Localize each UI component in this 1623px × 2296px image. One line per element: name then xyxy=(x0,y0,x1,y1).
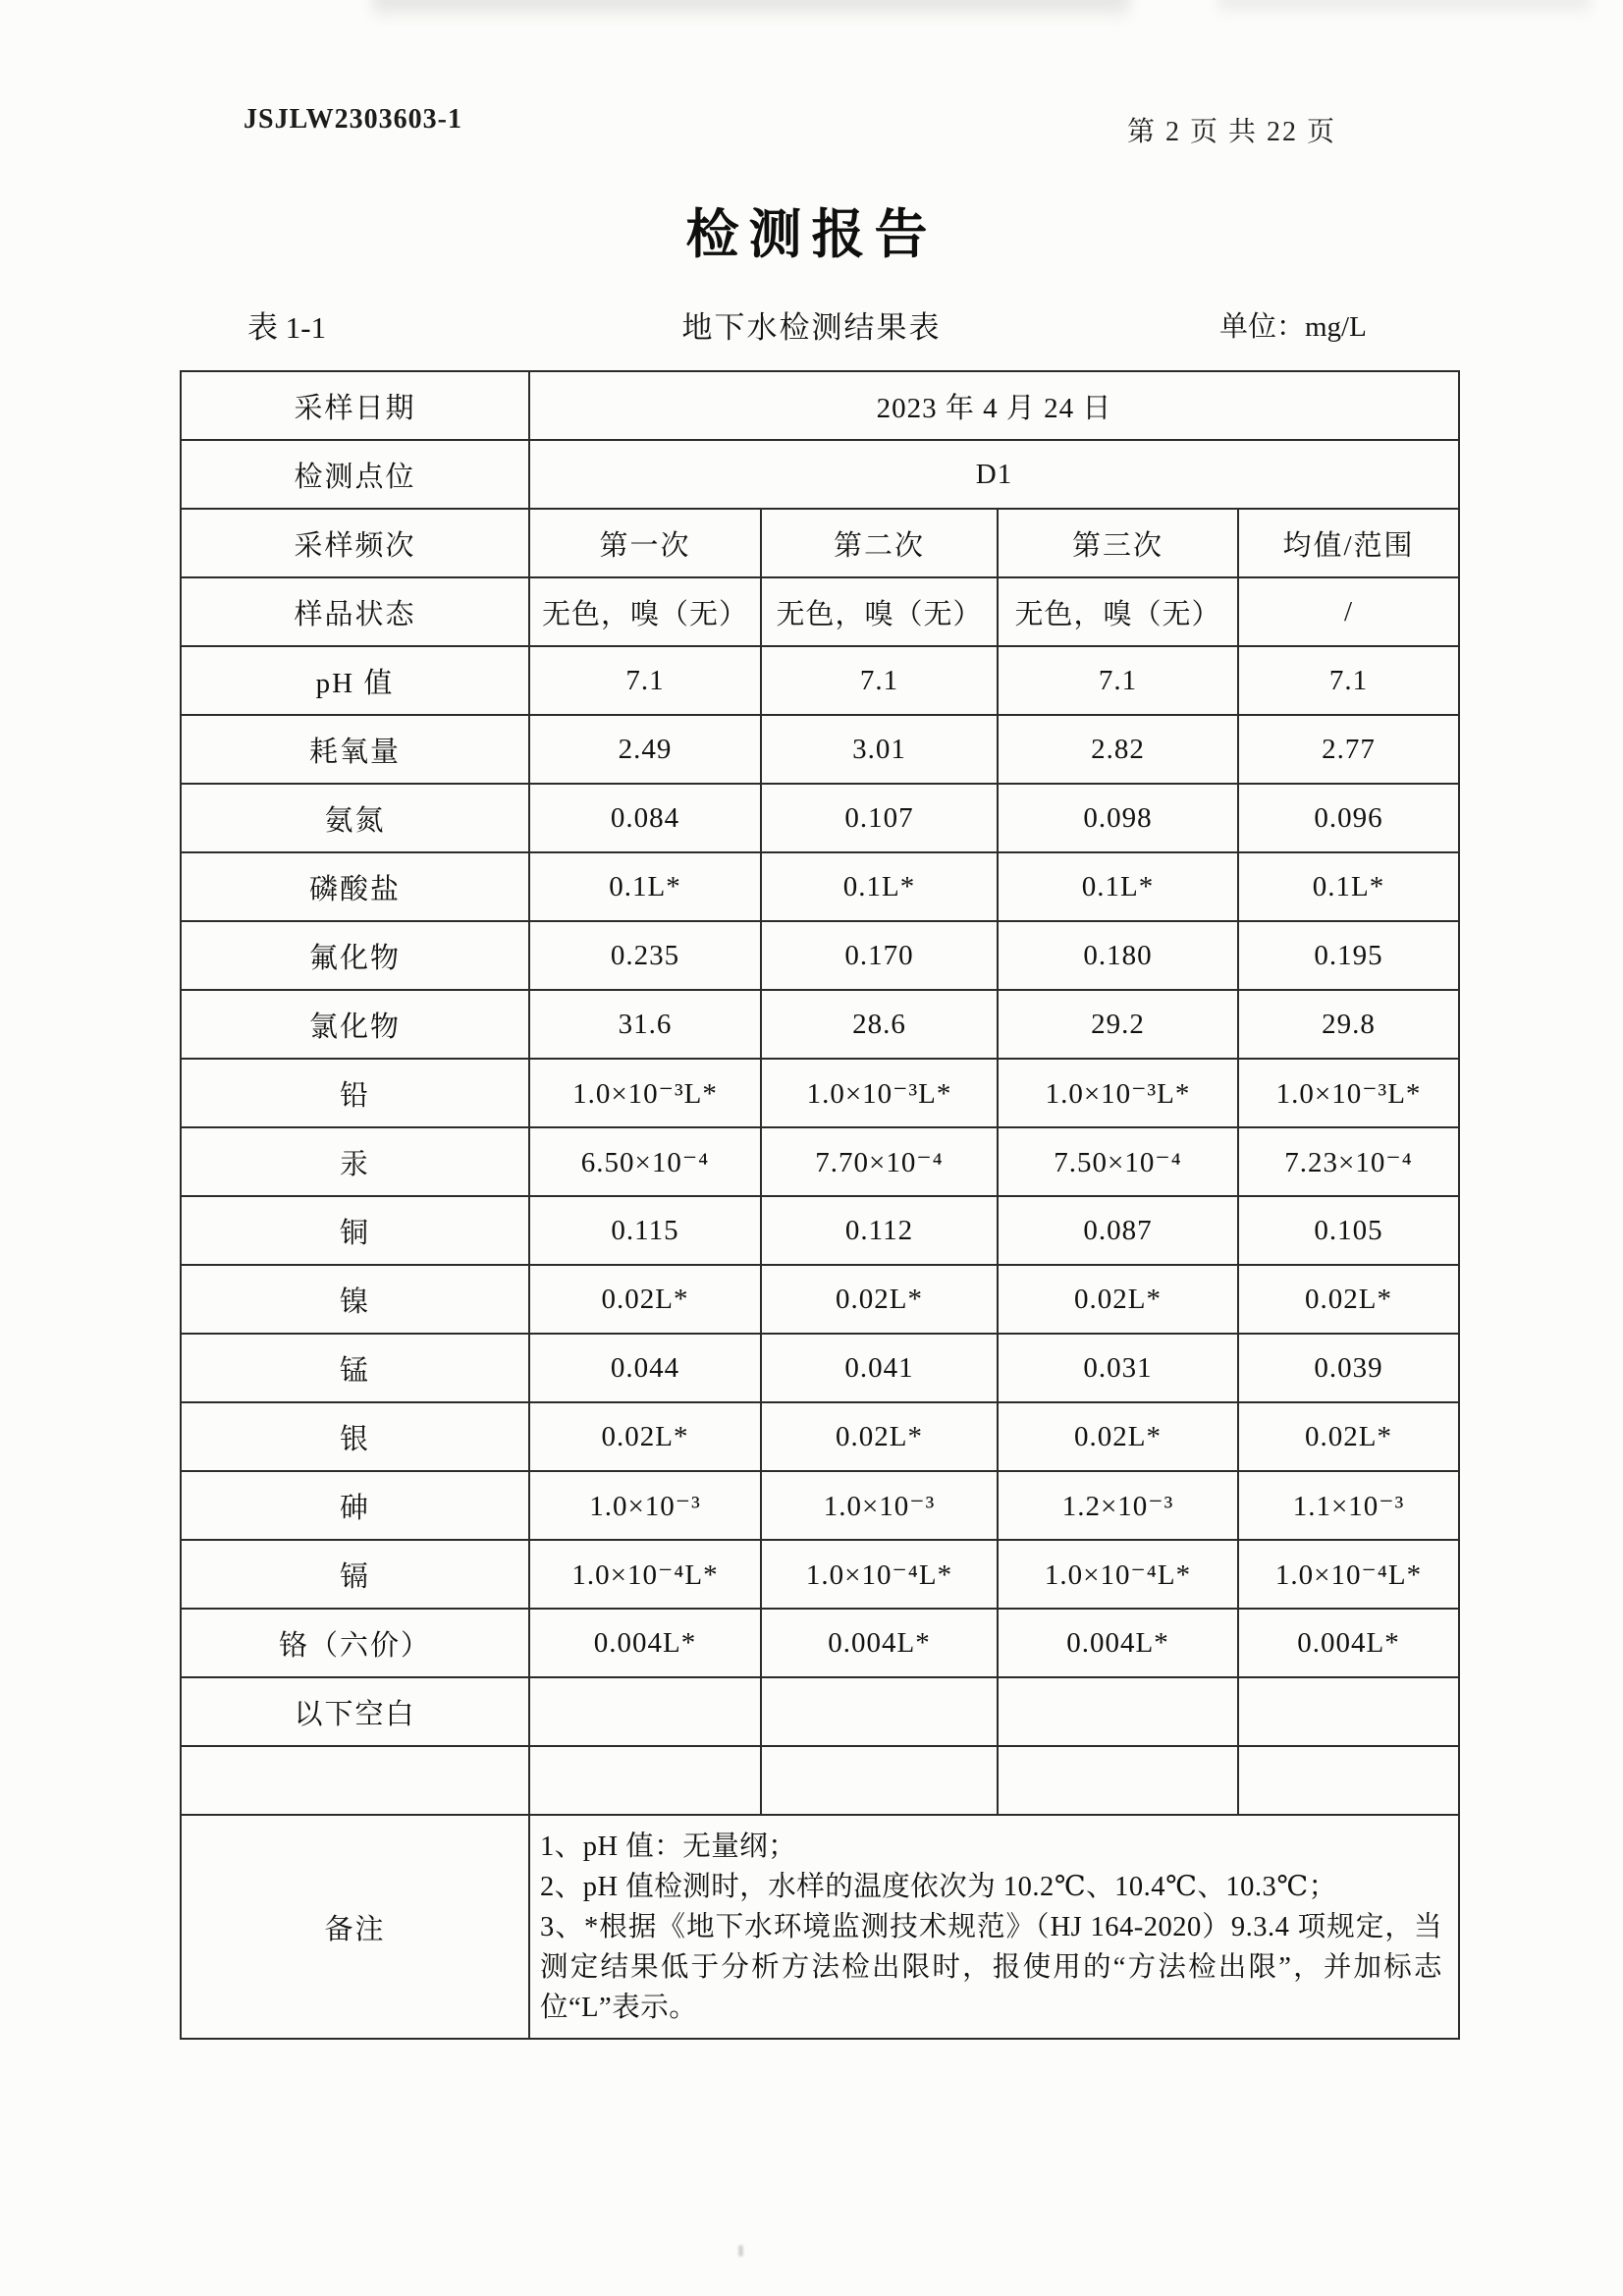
table-row xyxy=(181,1540,1459,1609)
row-cell: 0.041 xyxy=(761,1334,998,1402)
row-cell: 1.0×10⁻³L* xyxy=(1238,1059,1459,1127)
row-sampling-frequency xyxy=(181,509,1459,577)
row-cell: 1.0×10⁻⁴L* xyxy=(1238,1540,1459,1609)
row-cell: 7.1 xyxy=(761,646,998,715)
row-cell: 7.70×10⁻⁴ xyxy=(761,1127,998,1196)
row-label: 磷酸盐 xyxy=(181,852,529,921)
row-label: 氨氮 xyxy=(181,784,529,852)
table-row xyxy=(181,990,1459,1059)
row-label: 备注 xyxy=(181,1815,529,2039)
empty-cell xyxy=(998,1746,1238,1815)
row-label: 铜 xyxy=(181,1196,529,1265)
row-cell: 1.0×10⁻³L* xyxy=(529,1059,761,1127)
report-title: 检测报告 xyxy=(685,205,938,264)
row-cell: 0.096 xyxy=(1238,784,1459,852)
row-label: 银 xyxy=(181,1402,529,1471)
table-row xyxy=(181,646,1459,715)
row-cell: 0.031 xyxy=(998,1334,1238,1402)
row-cell: 31.6 xyxy=(529,990,761,1059)
row-label: 检测点位 xyxy=(181,440,529,509)
table-row xyxy=(181,784,1459,852)
row-label: 以下空白 xyxy=(181,1677,529,1746)
sampling-date-value: 2023 年 4 月 24 日 xyxy=(529,371,1459,440)
row-cell: 1.0×10⁻³L* xyxy=(761,1059,998,1127)
row-cell: 1.0×10⁻³ xyxy=(761,1471,998,1540)
remark-line: 2、pH 值检测时，水样的温度依次为 10.2℃、10.4℃、10.3℃； xyxy=(540,1871,1337,1902)
table-row xyxy=(181,715,1459,784)
row-cell: 0.02L* xyxy=(529,1265,761,1334)
table-label: 表 1-1 xyxy=(247,310,327,345)
row-cell: 7.50×10⁻⁴ xyxy=(998,1127,1238,1196)
monitoring-point-value: D1 xyxy=(529,440,1459,509)
remark-line: 3、*根据《地下水环境监测技术规范》（HJ 164-2020）9.3.4 项规定，当测定结果低于分析方法检出限时，报使用的“方法检出限”，并加标志位“L”表示。 xyxy=(540,1911,1443,2023)
row-cell: 0.004L* xyxy=(1238,1609,1459,1677)
row-cell: 0.02L* xyxy=(529,1402,761,1471)
row-cell: 0.084 xyxy=(529,784,761,852)
table-row xyxy=(181,1127,1459,1196)
row-label: 铬（六价） xyxy=(181,1609,529,1677)
row-label: 镍 xyxy=(181,1265,529,1334)
row-cell: 0.02L* xyxy=(998,1265,1238,1334)
row-cell: 29.2 xyxy=(998,990,1238,1059)
empty-cell xyxy=(998,1677,1238,1746)
row-cell: 7.1 xyxy=(529,646,761,715)
row-cell: 0.170 xyxy=(761,921,998,990)
table-row xyxy=(181,921,1459,990)
row-label: 铅 xyxy=(181,1059,529,1127)
row-cell: 0.1L* xyxy=(761,852,998,921)
frequency-header-cell: 第一次 xyxy=(529,509,761,577)
row-cell: 0.1L* xyxy=(1238,852,1459,921)
empty-cell xyxy=(1238,1746,1459,1815)
row-cell: 28.6 xyxy=(761,990,998,1059)
row-cell: 29.8 xyxy=(1238,990,1459,1059)
table-row xyxy=(181,1196,1459,1265)
row-cell: 2.49 xyxy=(529,715,761,784)
row-cell: 0.02L* xyxy=(1238,1402,1459,1471)
row-remark xyxy=(181,1815,1459,2039)
empty-cell xyxy=(761,1677,998,1746)
row-cell: 2.77 xyxy=(1238,715,1459,784)
row-cell: 0.112 xyxy=(761,1196,998,1265)
row-cell: 0.195 xyxy=(1238,921,1459,990)
row-cell: 1.2×10⁻³ xyxy=(998,1471,1238,1540)
row-label: 砷 xyxy=(181,1471,529,1540)
row-cell: 0.02L* xyxy=(998,1402,1238,1471)
empty-cell xyxy=(761,1746,998,1815)
row-label: pH 值 xyxy=(181,646,529,715)
row-cell: 0.02L* xyxy=(761,1265,998,1334)
row-cell: 0.235 xyxy=(529,921,761,990)
scan-artifact-top-right xyxy=(1217,0,1591,18)
row-cell: 0.004L* xyxy=(529,1609,761,1677)
row-cell: 0.02L* xyxy=(761,1402,998,1471)
row-cell: 无色，嗅（无） xyxy=(529,577,761,646)
page-indicator: 第 2 页 共 22 页 xyxy=(1127,117,1337,147)
table-row xyxy=(181,1334,1459,1402)
remark-line: 1、pH 值：无量纲； xyxy=(540,1831,797,1862)
table-row xyxy=(181,852,1459,921)
row-cell: 无色，嗅（无） xyxy=(761,577,998,646)
row-cell: 6.50×10⁻⁴ xyxy=(529,1127,761,1196)
row-cell: 7.1 xyxy=(998,646,1238,715)
row-cell: 0.004L* xyxy=(998,1609,1238,1677)
scan-artifact-speck xyxy=(738,2245,743,2257)
row-cell: 0.107 xyxy=(761,784,998,852)
row-label: 样品状态 xyxy=(181,577,529,646)
row-cell: 2.82 xyxy=(998,715,1238,784)
empty-cell xyxy=(1238,1677,1459,1746)
results-table-body xyxy=(181,371,1459,2039)
row-label: 镉 xyxy=(181,1540,529,1609)
row-cell: 0.105 xyxy=(1238,1196,1459,1265)
table-row xyxy=(181,1471,1459,1540)
row-cell: 0.098 xyxy=(998,784,1238,852)
row-cell: 3.01 xyxy=(761,715,998,784)
unit-label: 单位：mg/L xyxy=(1219,311,1367,343)
row-cell: 7.1 xyxy=(1238,646,1459,715)
table-subheader xyxy=(0,302,1623,346)
row-cell: 0.115 xyxy=(529,1196,761,1265)
row-label: 锰 xyxy=(181,1334,529,1402)
row-label: 采样频次 xyxy=(181,509,529,577)
row-sampling-date xyxy=(181,371,1459,440)
scan-artifact-top xyxy=(373,0,1129,22)
row-cell: 0.039 xyxy=(1238,1334,1459,1402)
row-cell: 0.087 xyxy=(998,1196,1238,1265)
row-cell: 7.23×10⁻⁴ xyxy=(1238,1127,1459,1196)
table-row xyxy=(181,1059,1459,1127)
table-row xyxy=(181,1609,1459,1677)
doc-number: JSJLW2303603-1 xyxy=(243,104,463,135)
row-label: 耗氧量 xyxy=(181,715,529,784)
empty-cell xyxy=(529,1677,761,1746)
table-row xyxy=(181,1402,1459,1471)
results-table xyxy=(180,370,1460,2040)
frequency-header-cell: 第二次 xyxy=(761,509,998,577)
row-cell: 1.0×10⁻³ xyxy=(529,1471,761,1540)
table-title: 地下水检测结果表 xyxy=(681,310,942,345)
remark-content xyxy=(529,1815,1459,2039)
frequency-header-cell: 均值/范围 xyxy=(1238,509,1459,577)
row-cell: 1.0×10⁻³L* xyxy=(998,1059,1238,1127)
row-label: 采样日期 xyxy=(181,371,529,440)
row-cell: 1.0×10⁻⁴L* xyxy=(998,1540,1238,1609)
row-cell: 1.0×10⁻⁴L* xyxy=(529,1540,761,1609)
empty-cell xyxy=(529,1746,761,1815)
row-cell: 0.180 xyxy=(998,921,1238,990)
row-empty xyxy=(181,1746,1459,1815)
row-cell: 0.044 xyxy=(529,1334,761,1402)
table-row xyxy=(181,1265,1459,1334)
row-cell: 0.004L* xyxy=(761,1609,998,1677)
row-label xyxy=(181,1746,529,1815)
row-monitoring-point xyxy=(181,440,1459,509)
row-cell: 1.1×10⁻³ xyxy=(1238,1471,1459,1540)
frequency-header-cell: 第三次 xyxy=(998,509,1238,577)
row-cell: / xyxy=(1238,577,1459,646)
row-cell: 1.0×10⁻⁴L* xyxy=(761,1540,998,1609)
row-cell: 0.02L* xyxy=(1238,1265,1459,1334)
row-label: 氯化物 xyxy=(181,990,529,1059)
row-cell: 0.1L* xyxy=(998,852,1238,921)
row-below-blank xyxy=(181,1677,1459,1746)
row-cell: 无色，嗅（无） xyxy=(998,577,1238,646)
row-label: 汞 xyxy=(181,1127,529,1196)
row-label: 氟化物 xyxy=(181,921,529,990)
row-cell: 0.1L* xyxy=(529,852,761,921)
table-row xyxy=(181,577,1459,646)
